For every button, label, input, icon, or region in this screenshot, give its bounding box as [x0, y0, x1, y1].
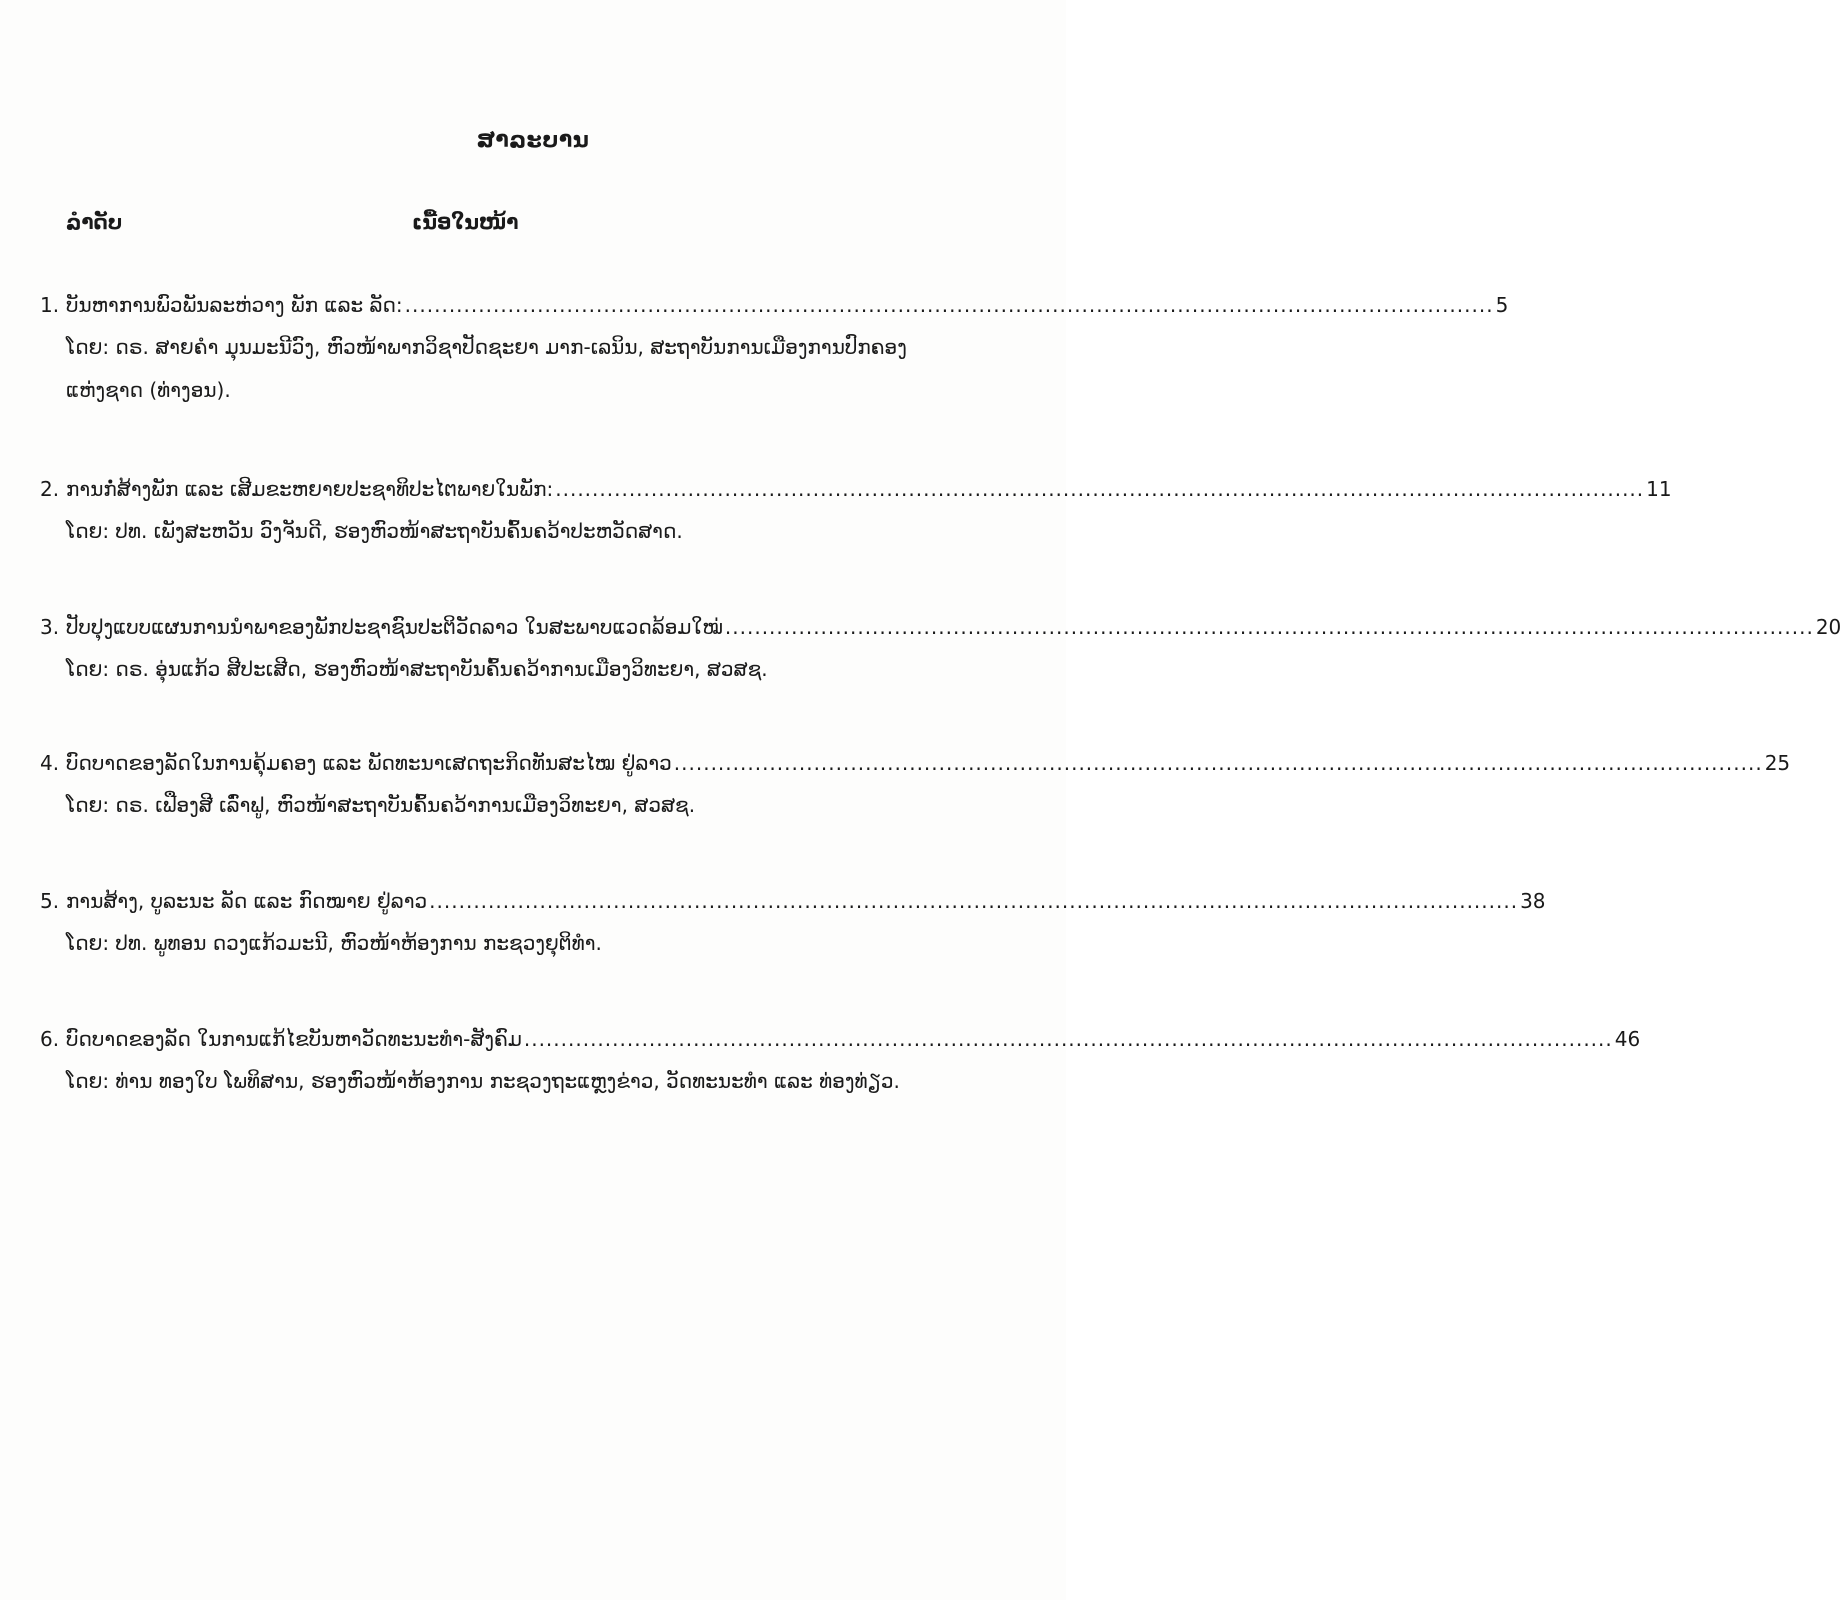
entry-page-number: 11 [1646, 477, 1672, 501]
entry-page-number: 25 [1764, 751, 1791, 775]
toc-entry-line [40, 288, 1509, 322]
entry-number: 1. [40, 293, 60, 317]
toc-entry-line [40, 1022, 1641, 1056]
entry-number: 6. [40, 1027, 60, 1051]
entry-page-number: 46 [1614, 1027, 1641, 1051]
dot-leader: .................................................................................................................................................... [673, 751, 1763, 775]
dot-leader: .................................................................................................................................................... [404, 293, 1494, 317]
toc-entry-2 [40, 472, 1672, 553]
toc-entry-3 [40, 610, 1841, 691]
toc-entry-line [40, 746, 1791, 780]
toc-entry-line [40, 610, 1841, 644]
entry-title: ບັນຫາການພົວພັນລະຫ່ວາງ ພັກ ແລະ ລັດ: [66, 293, 403, 317]
dot-leader: .................................................................................................................................................... [523, 1027, 1613, 1051]
dot-leader: .................................................................................................................................................... [555, 477, 1645, 501]
toc-entry-6 [40, 1022, 1641, 1103]
entry-author: ໂດຍ: ປທ. ເພັງສະຫວັນ ວົງຈັນດີ, ຮອງຫົວໜ້າສະຖາບັນຄົ້ນຄວ້າປະຫວັດສາດ. [66, 519, 683, 543]
entry-author: ໂດຍ: ປທ. ພູທອນ ດວງແກ້ວມະນີ, ຫົວໜ້າຫ້ອງການ ກະຊວງຍຸຕິທຳ. [66, 931, 602, 955]
toc-entry-4 [40, 746, 1791, 827]
entry-number: 5. [40, 889, 60, 913]
page-title: ສາລະບານ [476, 128, 590, 153]
toc-entry-5 [40, 884, 1546, 965]
entry-page-number: 5 [1495, 293, 1509, 317]
entry-author: ໂດຍ: ດຣ. ເຟືອງສີ ເລົ່າຟູ, ຫົວໜ້າສະຖາບັນຄົ້ນຄວ້າການເມືອງວິທະຍາ, ສວສຊ. [66, 793, 696, 817]
entry-title: ການກໍ່ສ້າງພັກ ແລະ ເສີມຂະຫຍາຍປະຊາທິປະໄຕພາຍໃນພັກ: [66, 477, 554, 501]
column-header-order: ລຳດັບ [66, 210, 123, 234]
entry-number: 3. [40, 615, 60, 639]
entry-title: ບົດບາດຂອງລັດໃນການຄຸ້ມຄອງ ແລະ ພັດທະນາເສດຖະກິດທັນສະໄໝ ຢູ່ລາວ [66, 751, 672, 775]
entry-page-number: 38 [1520, 889, 1546, 913]
entry-author: ໂດຍ: ທ່ານ ທອງໃບ ໂພທິສານ, ຮອງຫົວໜ້າຫ້ອງການ ກະຊວງຖະແຫຼງຂ່າວ, ວັດທະນະທຳ ແລະ ທ່ອງທ່ຽວ. [66, 1069, 900, 1093]
entry-number: 2. [40, 477, 60, 501]
entry-number: 4. [40, 751, 60, 775]
dot-leader: .................................................................................................................................................... [724, 615, 1814, 639]
entry-title: ບົດບາດຂອງລັດ ໃນການແກ້ໄຂບັນຫາວັດທະນະທຳ-ສັງຄົມ [66, 1027, 522, 1051]
entry-author: ໂດຍ: ດຣ. ສາຍຄຳ ມຸນມະນີວົງ, ຫົວໜ້າພາກວິຊາປັດຊະຍາ ມາກ-ເລນິນ, ສະຖາບັນການເມືອງການປົກຄອງແຫ່ງຊາດ (ທ່າງອນ). [66, 335, 907, 402]
entry-title: ປັບປຸງແບບແຜນການນໍາພາຂອງພັກປະຊາຊົນປະຕິວັດລາວ ໃນສະພາບແວດລ້ອມໃໝ່ [66, 615, 723, 639]
toc-entry-1 [40, 288, 1509, 412]
entry-author: ໂດຍ: ດຣ. ອຸ່ນແກ້ວ ສີປະເສີດ, ຮອງຫົວໜ້າສະຖາບັນຄົ້ນຄວ້າການເມືອງວິທະຍາ, ສວສຊ. [66, 657, 768, 681]
dot-leader: .................................................................................................................................................... [429, 889, 1519, 913]
toc-entry-line [40, 884, 1546, 918]
entry-title: ການສ້າງ, ບູລະນະ ລັດ ແລະ ກົດໝາຍ ຢູ່ລາວ [66, 889, 428, 913]
column-header-content: ເນື້ອໃນໜ້າ [412, 210, 519, 234]
toc-entry-line [40, 472, 1672, 506]
entry-page-number: 20 [1815, 615, 1841, 639]
